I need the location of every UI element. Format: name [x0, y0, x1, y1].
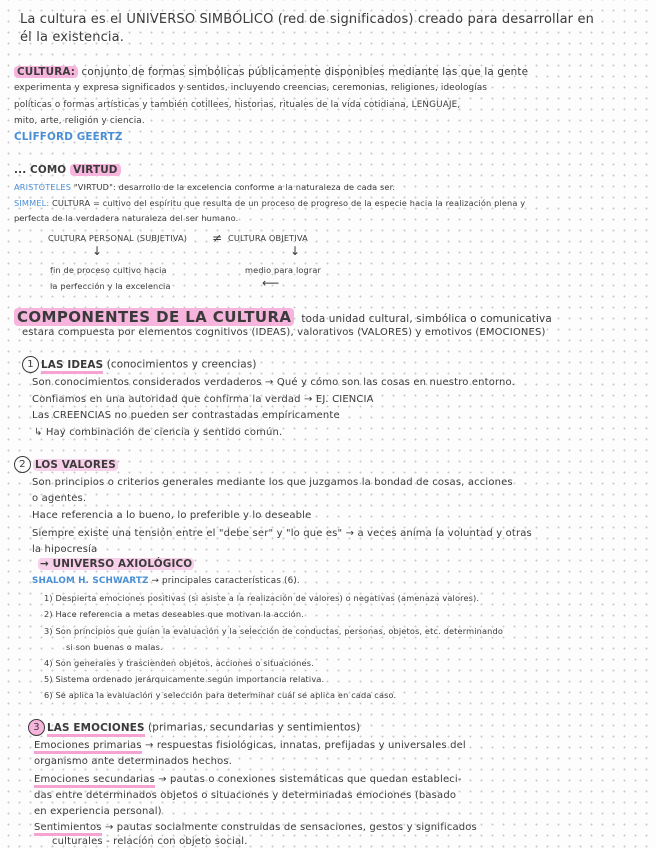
valores-item: 3) Son principios que guían la evaluación y la selección de conductas, personas, objetos, etc. determinando: [44, 626, 503, 636]
valores-item: si son buenas o malas.: [66, 642, 163, 652]
medio-label: medio para lograr: [245, 265, 322, 275]
simmel-line-1: SIMMEL: CULTURA = cultivo del espíritu que resulta de un proceso de progreso de la especie hacia la realización plena y: [14, 198, 526, 208]
aristoteles-line: ARISTÓTELES "VIRTUD": desarrollo de la excelencia conforme a la naturaleza de cada ser.: [14, 182, 396, 192]
sentimientos-line-2: culturales - relación con objeto social.: [52, 836, 248, 847]
virtud-heading: ... COMO VIRTUD: [14, 164, 121, 176]
schwartz-line: SHALOM H. SCHWARTZ → principales características (6).: [32, 576, 300, 586]
emociones-primarias-line-1: Emociones primarias → respuestas fisiológicas, innatas, prefijadas y universales del: [34, 740, 466, 751]
simmel-label: SIMMEL:: [14, 198, 50, 208]
number-circle-icon: 1: [22, 356, 39, 373]
fin-line-2: la perfección y la excelencia: [50, 281, 171, 291]
number-circle-icon: 2: [14, 456, 31, 473]
cultura-def-line-2: experimenta y expresa significados y sentidos, incluyendo creencias, ceremonias, religiones, ideologías: [14, 83, 488, 93]
emociones-secundarias-line-1: Emociones secundarias → pautas o conexiones sistemáticas que quedan estableci-: [34, 774, 462, 785]
valores-item: 1) Despierta emociones positivas (si asiste a la realización de valores) o negativas (amenaza valores).: [44, 593, 480, 603]
valores-heading: [14, 456, 118, 473]
ideas-heading: 1 LAS IDEAS (conocimientos y creencias): [22, 356, 257, 373]
number-circle-icon: 3: [28, 719, 45, 736]
emociones-heading: 3 LAS EMOCIONES (primarias, secundarias y sentimientos): [28, 719, 360, 736]
ideas-title: LAS IDEAS: [41, 359, 103, 374]
valores-line-1: Son principios o criterios generales mediante los que juzgamos la bondad de cosas, acciones: [32, 477, 513, 488]
emociones-primarias-line-2: organismo ante determinados hechos.: [34, 756, 233, 767]
virtud-word: VIRTUD: [70, 164, 121, 176]
emociones-secundarias-line-2: das entre determinados objetos o situaciones y determinadas emociones (basado: [34, 790, 457, 801]
emociones-secundarias-label: Emociones secundarias: [34, 774, 155, 788]
ideas-line-2: Confiamos en una autoridad que confirma la verdad → EJ. CIENCIA: [32, 394, 374, 405]
emociones-primarias-label: Emociones primarias: [34, 740, 142, 754]
axiologico-label: → UNIVERSO AXIOLÓGICO: [40, 558, 193, 570]
valores-item: 5) Sistema ordenado jerárquicamente según importancia relativa.: [44, 674, 325, 684]
componentes-line-2: estara compuesta por elementos cognitivos (IDEAS), valorativos (VALORES) y emotivos (EMOCIONES): [22, 327, 546, 338]
valores-line-3: Hace referencia a lo bueno, lo preferible y lo deseable: [32, 510, 312, 521]
valores-line-2: o agentes.: [32, 493, 87, 504]
ideas-line-4: ↳ Hay combinación de ciencia y sentido común.: [34, 427, 283, 438]
cultura-def-line-1: CULTURA: conjunto de formas simbólicas públicamente disponibles mediante las que la gente: [14, 66, 528, 78]
intro-line-2: él la existencia.: [20, 30, 125, 45]
schwartz-label: SHALOM H. SCHWARTZ: [32, 576, 149, 586]
emociones-title: LAS EMOCIONES: [47, 722, 145, 737]
sentimientos-line-1: Sentimientos → pautas socialmente construidas de sensaciones, gestos y significados: [34, 822, 477, 833]
emociones-secundarias-line-3: en experiencia personal): [34, 806, 162, 817]
left-arrow-icon: ⟵: [262, 276, 280, 290]
cultura-personal: CULTURA PERSONAL (SUBJETIVA): [48, 233, 188, 243]
valores-line-5: la hipocresía: [32, 544, 98, 555]
cultura-label: CULTURA:: [14, 66, 78, 78]
ideas-line-1: Son conocimientos considerados verdaderos → Qué y cómo son las cosas en nuestro entorno.: [32, 377, 515, 388]
cultura-def-line-3: políticas o formas artísticas y también cotillees, historias, rituales de la vida cotidiana, LENGUAJE,: [14, 100, 461, 110]
cultura-author: CLIFFORD GEERTZ: [14, 131, 123, 143]
aristoteles-label: ARISTÓTELES: [14, 182, 72, 192]
down-arrow-icon: ↓: [290, 244, 301, 258]
valores-item: 6) Se aplica la evaluación y selección para determinar cuál se aplica en cada caso.: [44, 690, 397, 700]
valores-line-4: Siempre existe una tensión entre el "debe ser" y "lo que es" → a veces anima la voluntad y otras: [32, 528, 532, 539]
valores-item: 2) Hace referencia a metas deseables que motivan la acción.: [44, 609, 304, 619]
simmel-line-2: perfecta de la verdadera naturaleza del ser humano.: [14, 213, 239, 223]
intro-line-1: La cultura es el UNIVERSO SIMBÓLICO (red de significados) creado para desarrollar en: [20, 12, 594, 27]
valores-title: LOS VALORES: [35, 458, 116, 471]
not-equal-sign: ≠: [212, 231, 223, 245]
sentimientos-label: Sentimientos: [34, 822, 102, 836]
componentes-line-1: COMPONENTES DE LA CULTURA toda unidad cultural, simbólica o comunicativa: [14, 308, 552, 326]
fin-line-1: fin de proceso cultivo hacia: [50, 265, 167, 275]
ideas-line-3: Las CREENCIAS no pueden ser contrastadas empíricamente: [32, 410, 340, 421]
valores-item: 4) Son generales y trascienden objetos, acciones o situaciones.: [44, 658, 314, 668]
componentes-title: COMPONENTES DE LA CULTURA: [14, 308, 294, 326]
down-arrow-icon: ↓: [92, 244, 103, 258]
cultura-objetiva: CULTURA OBJETIVA: [228, 233, 308, 243]
cultura-def-line-4: mito, arte, religión y ciencia.: [14, 116, 145, 126]
